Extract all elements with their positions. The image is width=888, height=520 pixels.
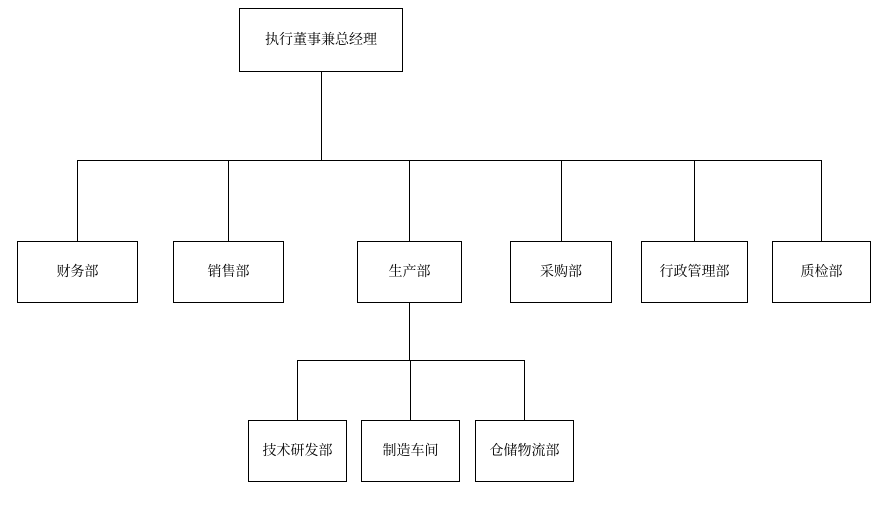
org-node-finance[interactable] [17,241,138,303]
org-node-label: 质检部 [800,263,843,280]
org-node-admin[interactable] [641,241,748,303]
org-node-label: 销售部 [207,263,250,280]
org-node-workshop[interactable] [361,420,460,482]
org-node-label: 技术研发部 [262,442,333,459]
connector-finance-riser [77,160,78,241]
connector-workshop-riser [410,360,411,420]
connector-purchase-riser [561,160,562,241]
org-node-label: 财务部 [56,263,99,280]
connector-rd-riser [297,360,298,420]
connector-quality-riser [821,160,822,241]
org-node-warehouse[interactable] [475,420,574,482]
org-node-label: 行政管理部 [659,263,730,280]
org-node-ceo[interactable] [239,8,403,72]
org-node-sales[interactable] [173,241,284,303]
connector-prod-drop [409,303,410,360]
connector-sales-riser [228,160,229,241]
connector-level1-bus [77,160,822,161]
connector-admin-riser [694,160,695,241]
org-node-label: 生产部 [388,263,431,280]
connector-warehouse-riser [524,360,525,420]
org-node-quality[interactable] [772,241,871,303]
org-node-label: 仓储物流部 [489,442,560,459]
org-node-rd[interactable] [248,420,347,482]
connector-ceo-drop [321,72,322,160]
org-node-production[interactable] [357,241,462,303]
connector-production-riser [409,160,410,241]
org-node-label: 制造车间 [382,442,439,459]
org-node-label: 采购部 [540,263,582,280]
org-node-purchase[interactable] [510,241,612,303]
org-node-label: 执行董事兼总经理 [265,31,377,48]
connector-level2-bus [297,360,525,361]
